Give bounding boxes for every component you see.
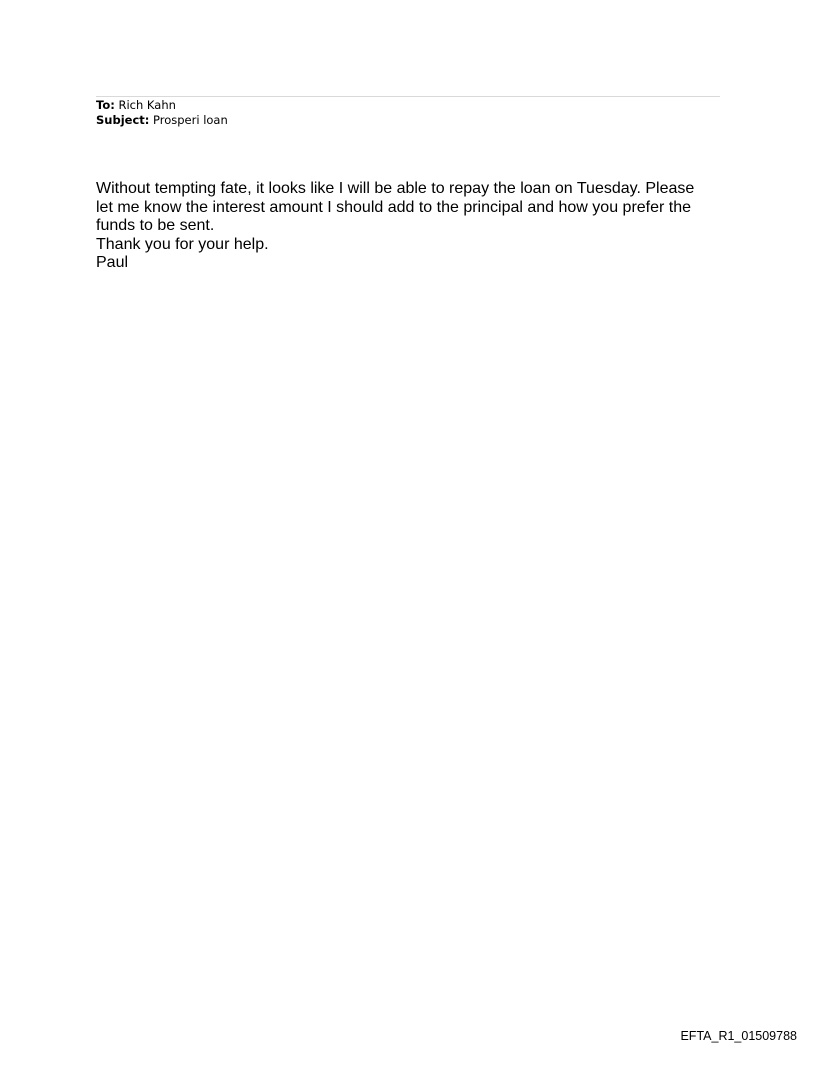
body-line: let me know the interest amount I should add to the principal and how you prefer the — [96, 198, 692, 216]
email-body — [96, 180, 736, 273]
subject-row — [96, 113, 228, 128]
signature: Paul — [96, 254, 129, 272]
to-label: To: — [96, 98, 115, 112]
body-line: Without tempting fate, it looks like I will be able to repay the loan on Tuesday. Please — [96, 180, 695, 197]
body-line: funds to be sent. — [96, 217, 215, 235]
email-header — [96, 98, 228, 128]
to-value: Rich Kahn — [118, 98, 176, 112]
subject-value: Prosperi loan — [153, 113, 228, 127]
subject-label: Subject: — [96, 113, 150, 127]
body-line: Thank you for your help. — [96, 235, 269, 253]
to-row — [96, 98, 228, 113]
header-divider — [96, 96, 720, 97]
document-id: EFTA_R1_01509788 — [680, 1029, 797, 1043]
